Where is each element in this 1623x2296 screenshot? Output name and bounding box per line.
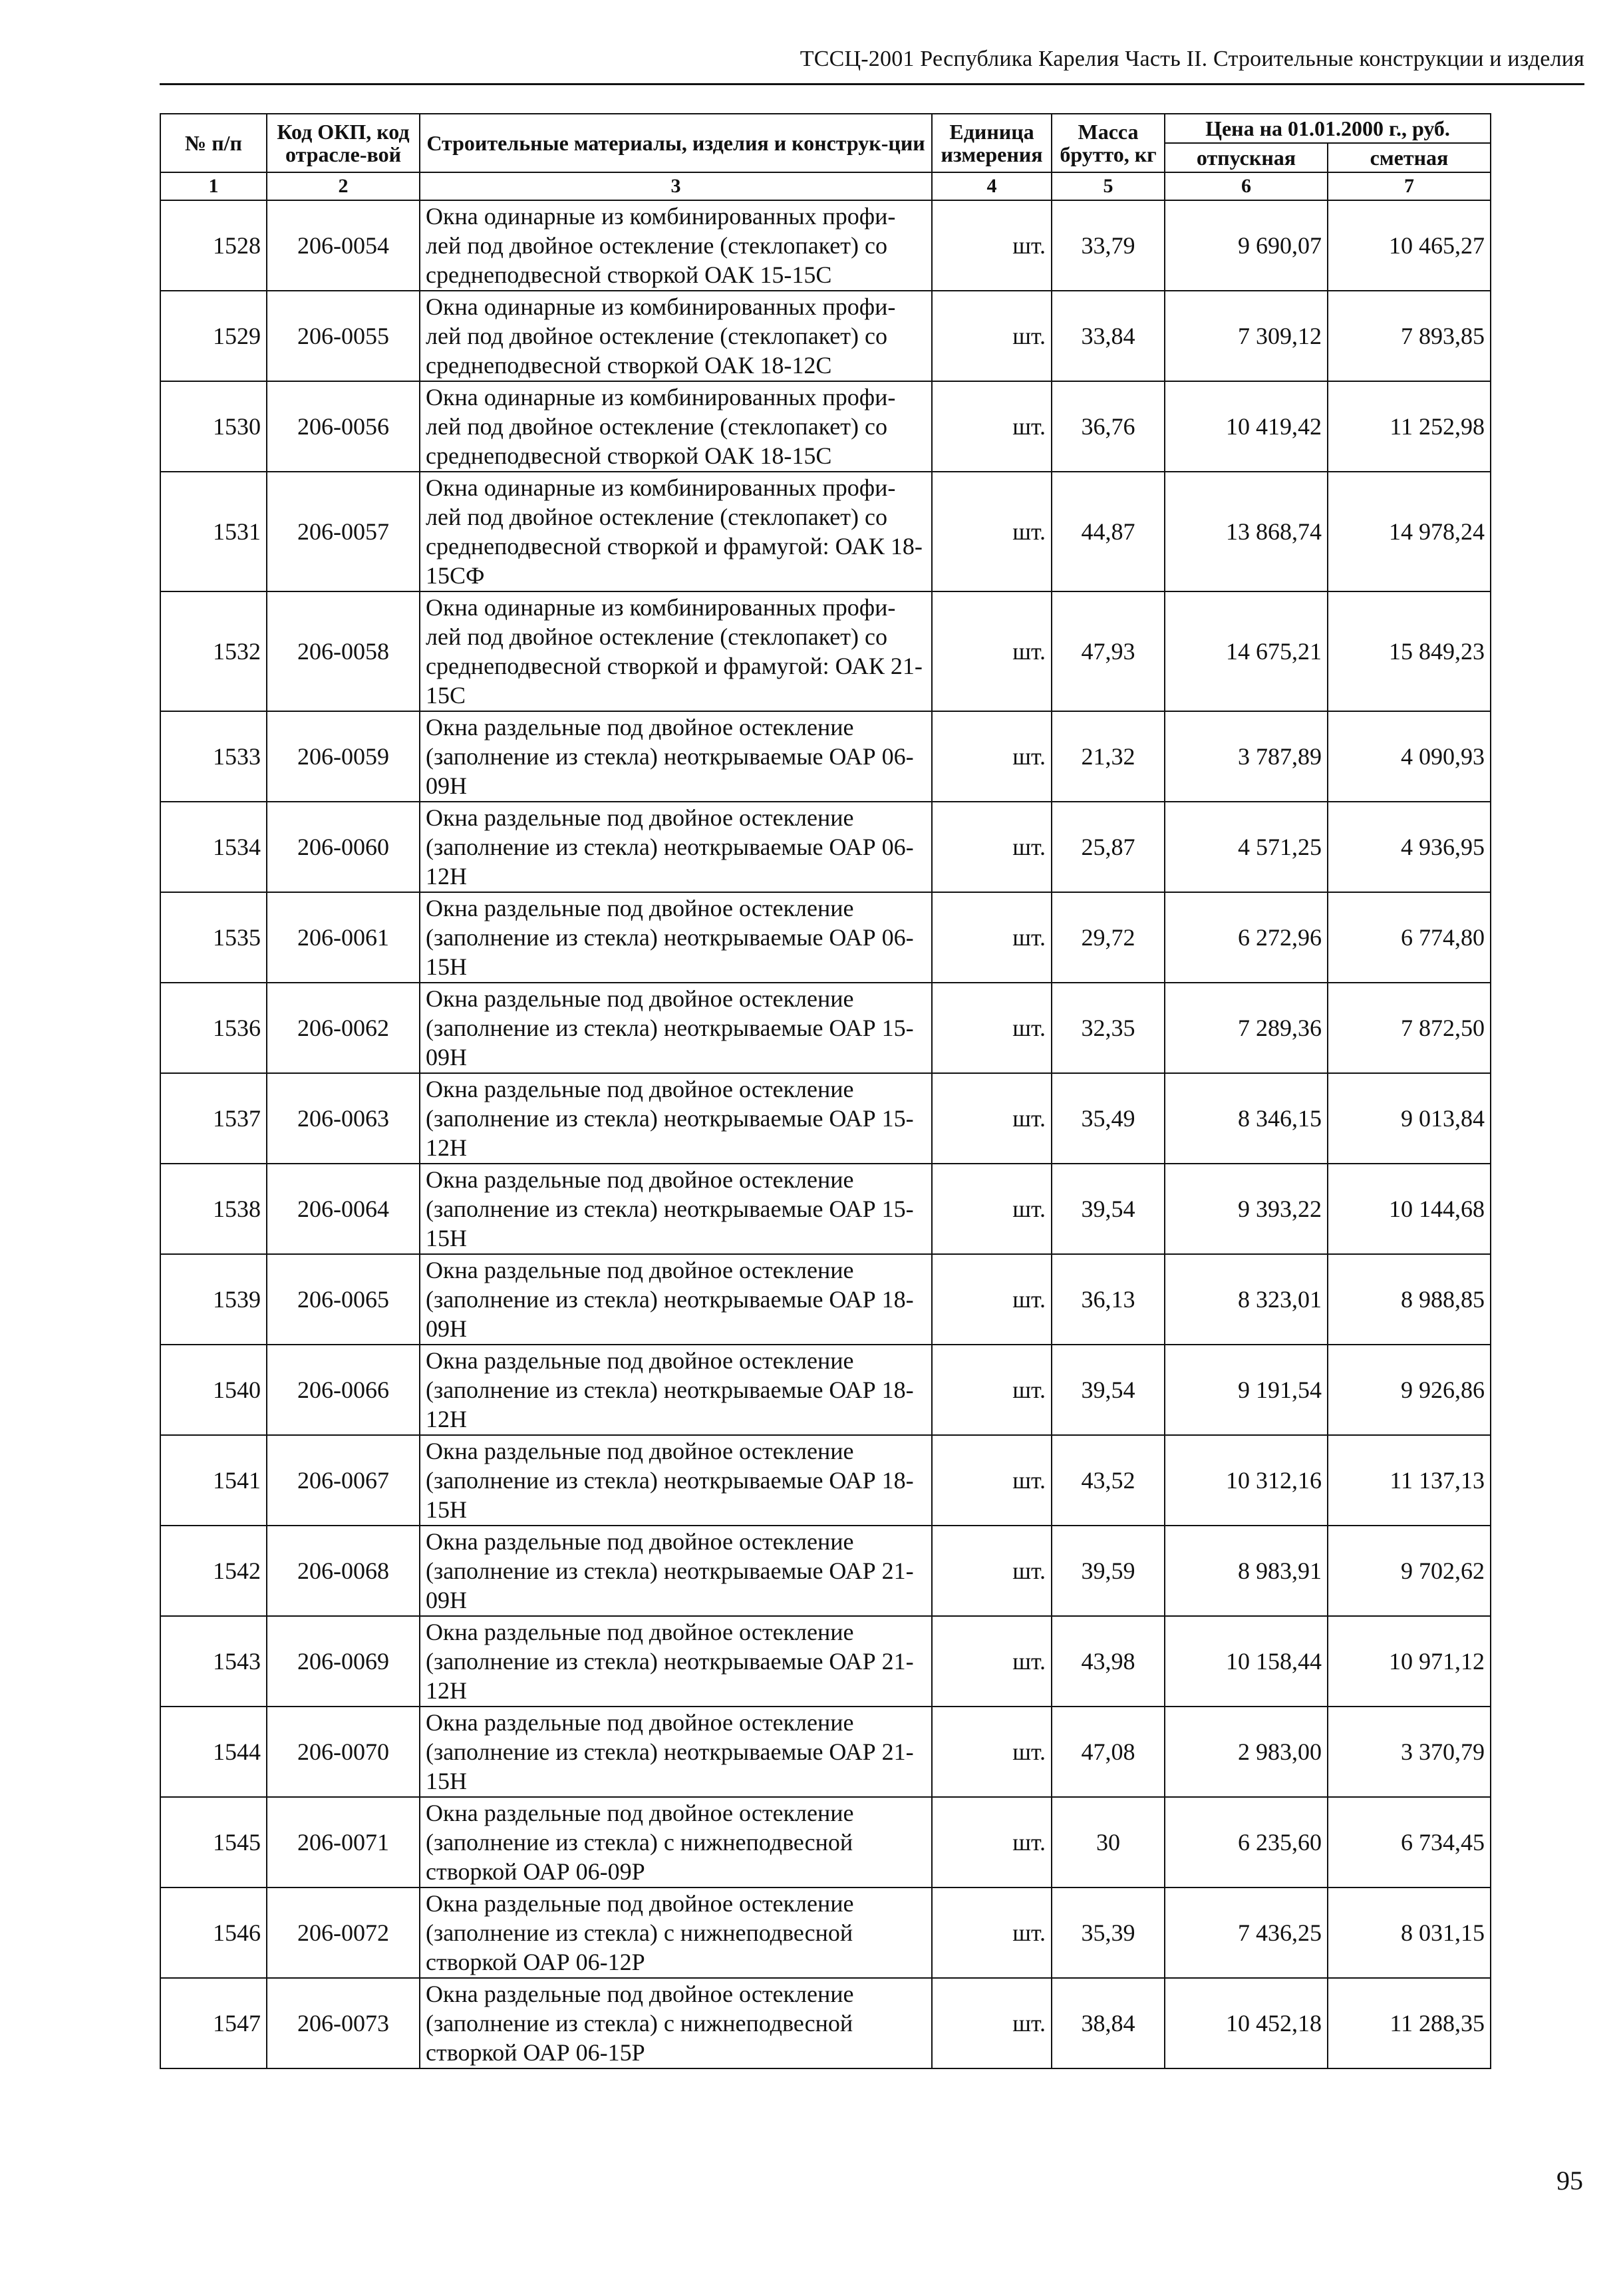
row-sale-price: 4 571,25: [1165, 802, 1328, 892]
row-unit: шт.: [932, 1345, 1052, 1435]
table-row: [160, 1707, 1491, 1797]
row-number: 1528: [160, 200, 267, 291]
row-number: 1540: [160, 1345, 267, 1435]
row-number: 1544: [160, 1707, 267, 1797]
row-unit: шт.: [932, 1526, 1052, 1616]
row-estimate-price: 14 978,24: [1328, 472, 1491, 591]
row-sale-price: 2 983,00: [1165, 1707, 1328, 1797]
row-code: 206-0054: [267, 200, 420, 291]
row-estimate-price: 7 893,85: [1328, 291, 1491, 381]
table-row: [160, 381, 1491, 472]
row-sale-price: 9 393,22: [1165, 1164, 1328, 1254]
row-sale-price: 6 235,60: [1165, 1797, 1328, 1887]
row-estimate-price: 8 031,15: [1328, 1887, 1491, 1978]
row-code: 206-0062: [267, 983, 420, 1073]
row-code: 206-0059: [267, 711, 420, 802]
row-sale-price: 10 419,42: [1165, 381, 1328, 472]
row-mass: 33,84: [1052, 291, 1165, 381]
row-code: 206-0067: [267, 1435, 420, 1526]
row-code: 206-0065: [267, 1254, 420, 1345]
row-code: 206-0070: [267, 1707, 420, 1797]
table-row: [160, 200, 1491, 291]
row-mass: 39,54: [1052, 1345, 1165, 1435]
row-mass: 47,08: [1052, 1707, 1165, 1797]
row-estimate-price: 11 252,98: [1328, 381, 1491, 472]
row-number: 1536: [160, 983, 267, 1073]
row-mass: 43,98: [1052, 1616, 1165, 1707]
row-unit: шт.: [932, 591, 1052, 711]
row-unit: шт.: [932, 1164, 1052, 1254]
price-table: [160, 113, 1491, 2069]
row-code: 206-0069: [267, 1616, 420, 1707]
row-number: 1541: [160, 1435, 267, 1526]
row-sale-price: 6 272,96: [1165, 892, 1328, 983]
row-number: 1538: [160, 1164, 267, 1254]
row-mass: 39,59: [1052, 1526, 1165, 1616]
row-unit: шт.: [932, 1978, 1052, 2068]
row-unit: шт.: [932, 291, 1052, 381]
header-name: Строительные материалы, изделия и конструк-ции: [420, 114, 932, 172]
table-row: [160, 983, 1491, 1073]
row-estimate-price: 10 465,27: [1328, 200, 1491, 291]
table-row: [160, 1164, 1491, 1254]
row-name: Окна одинарные из комбинированных профи-лей под двойное остекление (стеклопакет) со среднеподвесной створкой ОАК 15-15С: [420, 200, 932, 291]
row-number: 1533: [160, 711, 267, 802]
column-number: 4: [932, 172, 1052, 200]
row-sale-price: 10 158,44: [1165, 1616, 1328, 1707]
header-unit: Единица измерения: [932, 114, 1052, 172]
row-unit: шт.: [932, 711, 1052, 802]
row-code: 206-0066: [267, 1345, 420, 1435]
row-unit: шт.: [932, 1254, 1052, 1345]
row-mass: 44,87: [1052, 472, 1165, 591]
table-row: [160, 802, 1491, 892]
row-number: 1529: [160, 291, 267, 381]
table-header: [160, 114, 1491, 200]
header-estimate-price: сметная: [1328, 143, 1491, 172]
row-unit: шт.: [932, 381, 1052, 472]
row-estimate-price: 8 988,85: [1328, 1254, 1491, 1345]
row-code: 206-0072: [267, 1887, 420, 1978]
row-estimate-price: 3 370,79: [1328, 1707, 1491, 1797]
row-sale-price: 14 675,21: [1165, 591, 1328, 711]
row-name: Окна одинарные из комбинированных профи-лей под двойное остекление (стеклопакет) со среднеподвесной створкой и фрамугой: ОАК 21-15С: [420, 591, 932, 711]
row-name: Окна раздельные под двойное остекление (заполнение из стекла) с нижнеподвесной створкой ОАР 06-15Р: [420, 1978, 932, 2068]
row-code: 206-0060: [267, 802, 420, 892]
row-mass: 43,52: [1052, 1435, 1165, 1526]
row-sale-price: 8 346,15: [1165, 1073, 1328, 1164]
row-mass: 21,32: [1052, 711, 1165, 802]
row-sale-price: 10 452,18: [1165, 1978, 1328, 2068]
row-mass: 30: [1052, 1797, 1165, 1887]
row-sale-price: 10 312,16: [1165, 1435, 1328, 1526]
row-sale-price: 8 983,91: [1165, 1526, 1328, 1616]
row-number: 1535: [160, 892, 267, 983]
row-number: 1532: [160, 591, 267, 711]
row-mass: 25,87: [1052, 802, 1165, 892]
row-name: Окна раздельные под двойное остекление (заполнение из стекла) с нижнеподвесной створкой ОАР 06-09Р: [420, 1797, 932, 1887]
row-number: 1547: [160, 1978, 267, 2068]
row-unit: шт.: [932, 1707, 1052, 1797]
column-number: 1: [160, 172, 267, 200]
page-number: 95: [1556, 2166, 1583, 2196]
row-estimate-price: 10 144,68: [1328, 1164, 1491, 1254]
header-rule: [160, 83, 1584, 85]
row-mass: 35,49: [1052, 1073, 1165, 1164]
table-row: [160, 1526, 1491, 1616]
row-number: 1534: [160, 802, 267, 892]
row-sale-price: 3 787,89: [1165, 711, 1328, 802]
row-code: 206-0057: [267, 472, 420, 591]
table-row: [160, 1616, 1491, 1707]
table-row: [160, 591, 1491, 711]
header-price-group: Цена на 01.01.2000 г., руб.: [1165, 114, 1491, 143]
row-unit: шт.: [932, 1797, 1052, 1887]
row-estimate-price: 9 702,62: [1328, 1526, 1491, 1616]
row-code: 206-0071: [267, 1797, 420, 1887]
row-code: 206-0058: [267, 591, 420, 711]
header-code: Код ОКП, код отрасле-вой: [267, 114, 420, 172]
column-number: 7: [1328, 172, 1491, 200]
row-code: 206-0064: [267, 1164, 420, 1254]
row-mass: 47,93: [1052, 591, 1165, 711]
row-name: Окна одинарные из комбинированных профи-лей под двойное остекление (стеклопакет) со среднеподвесной створкой ОАК 18-12С: [420, 291, 932, 381]
row-code: 206-0055: [267, 291, 420, 381]
row-unit: шт.: [932, 1887, 1052, 1978]
row-name: Окна одинарные из комбинированных профи-лей под двойное остекление (стеклопакет) со среднеподвесной створкой ОАК 18-15С: [420, 381, 932, 472]
row-mass: 32,35: [1052, 983, 1165, 1073]
row-sale-price: 7 436,25: [1165, 1887, 1328, 1978]
row-name: Окна раздельные под двойное остекление (заполнение из стекла) неоткрываемые ОАР 21-09Н: [420, 1526, 932, 1616]
row-estimate-price: 6 734,45: [1328, 1797, 1491, 1887]
row-name: Окна раздельные под двойное остекление (заполнение из стекла) неоткрываемые ОАР 18-09Н: [420, 1254, 932, 1345]
row-mass: 39,54: [1052, 1164, 1165, 1254]
row-unit: шт.: [932, 472, 1052, 591]
row-name: Окна раздельные под двойное остекление (заполнение из стекла) с нижнеподвесной створкой ОАР 06-12Р: [420, 1887, 932, 1978]
header-mass: Масса брутто, кг: [1052, 114, 1165, 172]
row-number: 1545: [160, 1797, 267, 1887]
row-sale-price: 7 289,36: [1165, 983, 1328, 1073]
row-mass: 29,72: [1052, 892, 1165, 983]
row-mass: 35,39: [1052, 1887, 1165, 1978]
row-code: 206-0068: [267, 1526, 420, 1616]
column-number-row: [160, 172, 1491, 200]
row-estimate-price: 11 288,35: [1328, 1978, 1491, 2068]
row-unit: шт.: [932, 1073, 1052, 1164]
row-unit: шт.: [932, 802, 1052, 892]
row-sale-price: 7 309,12: [1165, 291, 1328, 381]
row-number: 1543: [160, 1616, 267, 1707]
row-estimate-price: 4 936,95: [1328, 802, 1491, 892]
row-estimate-price: 9 926,86: [1328, 1345, 1491, 1435]
row-name: Окна раздельные под двойное остекление (заполнение из стекла) неоткрываемые ОАР 06-12Н: [420, 802, 932, 892]
row-number: 1542: [160, 1526, 267, 1616]
row-unit: шт.: [932, 1435, 1052, 1526]
table-row: [160, 1797, 1491, 1887]
row-mass: 33,79: [1052, 200, 1165, 291]
table-row: [160, 291, 1491, 381]
header-num: № п/п: [160, 114, 267, 172]
row-name: Окна одинарные из комбинированных профи-лей под двойное остекление (стеклопакет) со среднеподвесной створкой и фрамугой: ОАК 18-15СФ: [420, 472, 932, 591]
row-estimate-price: 7 872,50: [1328, 983, 1491, 1073]
row-name: Окна раздельные под двойное остекление (заполнение из стекла) неоткрываемые ОАР 06-15Н: [420, 892, 932, 983]
column-number: 5: [1052, 172, 1165, 200]
row-unit: шт.: [932, 892, 1052, 983]
table-row: [160, 1887, 1491, 1978]
row-name: Окна раздельные под двойное остекление (заполнение из стекла) неоткрываемые ОАР 15-15Н: [420, 1164, 932, 1254]
row-name: Окна раздельные под двойное остекление (заполнение из стекла) неоткрываемые ОАР 21-12Н: [420, 1616, 932, 1707]
row-estimate-price: 9 013,84: [1328, 1073, 1491, 1164]
table-body: [160, 200, 1491, 2068]
column-number: 3: [420, 172, 932, 200]
row-name: Окна раздельные под двойное остекление (заполнение из стекла) неоткрываемые ОАР 15-09Н: [420, 983, 932, 1073]
row-name: Окна раздельные под двойное остекление (заполнение из стекла) неоткрываемые ОАР 18-12Н: [420, 1345, 932, 1435]
row-code: 206-0056: [267, 381, 420, 472]
table-row: [160, 1254, 1491, 1345]
row-number: 1539: [160, 1254, 267, 1345]
row-number: 1530: [160, 381, 267, 472]
row-unit: шт.: [932, 983, 1052, 1073]
row-number: 1537: [160, 1073, 267, 1164]
header-sale-price: отпускная: [1165, 143, 1328, 172]
row-number: 1546: [160, 1887, 267, 1978]
table-row: [160, 892, 1491, 983]
row-name: Окна раздельные под двойное остекление (заполнение из стекла) неоткрываемые ОАР 15-12Н: [420, 1073, 932, 1164]
row-estimate-price: 11 137,13: [1328, 1435, 1491, 1526]
row-name: Окна раздельные под двойное остекление (заполнение из стекла) неоткрываемые ОАР 21-15Н: [420, 1707, 932, 1797]
row-estimate-price: 15 849,23: [1328, 591, 1491, 711]
table-row: [160, 1435, 1491, 1526]
row-estimate-price: 4 090,93: [1328, 711, 1491, 802]
row-sale-price: 8 323,01: [1165, 1254, 1328, 1345]
table-row: [160, 711, 1491, 802]
row-estimate-price: 10 971,12: [1328, 1616, 1491, 1707]
row-mass: 36,76: [1052, 381, 1165, 472]
table-row: [160, 1978, 1491, 2068]
row-name: Окна раздельные под двойное остекление (заполнение из стекла) неоткрываемые ОАР 18-15Н: [420, 1435, 932, 1526]
row-sale-price: 13 868,74: [1165, 472, 1328, 591]
row-name: Окна раздельные под двойное остекление (заполнение из стекла) неоткрываемые ОАР 06-09Н: [420, 711, 932, 802]
row-mass: 38,84: [1052, 1978, 1165, 2068]
row-unit: шт.: [932, 1616, 1052, 1707]
table-row: [160, 472, 1491, 591]
row-mass: 36,13: [1052, 1254, 1165, 1345]
row-code: 206-0063: [267, 1073, 420, 1164]
row-code: 206-0061: [267, 892, 420, 983]
column-number: 2: [267, 172, 420, 200]
table-row: [160, 1345, 1491, 1435]
row-number: 1531: [160, 472, 267, 591]
row-sale-price: 9 191,54: [1165, 1345, 1328, 1435]
row-code: 206-0073: [267, 1978, 420, 2068]
table-row: [160, 1073, 1491, 1164]
row-estimate-price: 6 774,80: [1328, 892, 1491, 983]
row-sale-price: 9 690,07: [1165, 200, 1328, 291]
column-number: 6: [1165, 172, 1328, 200]
row-unit: шт.: [932, 200, 1052, 291]
running-header: ТССЦ-2001 Республика Карелия Часть II. Строительные конструкции и изделия: [800, 47, 1584, 71]
